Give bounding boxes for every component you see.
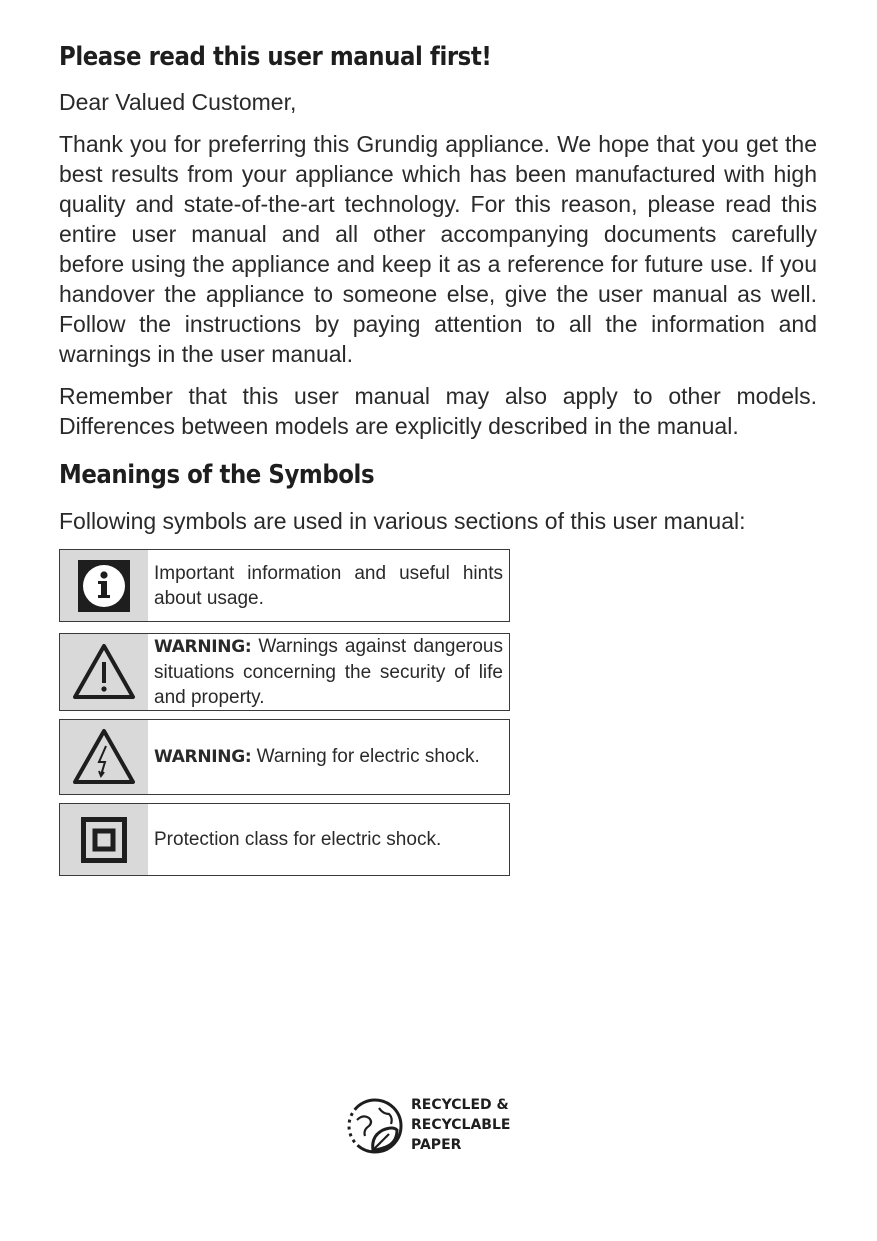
warning-triangle-icon [60, 634, 148, 710]
symbols-heading: Meanings of the Symbols [59, 460, 375, 490]
symbol-text: Warnings against dangerous situations concerning the security of life and property. [154, 636, 503, 708]
electric-shock-icon [60, 720, 148, 794]
recycle-line-1: RECYCLED & [411, 1097, 509, 1113]
intro-paragraph: Thank you for preferring this Grundig appliance. We hope that you get the best results from your appliance which has been manufactured with high quality and state-of-the-art technology. For this reason, please read this entire user manual and all other accompanying documents carefully before using the appliance and keep it as a reference for future use. If you handover the appliance to someone else, give the user manual as well. Follow the instructions by paying attention to all the information and warnings in the user manual. [59, 131, 817, 367]
symbol-row-protection-class [59, 803, 510, 876]
remember-paragraph: Remember that this user manual may also apply to other models. Differences between models are explicitly described in the manual. [59, 383, 817, 439]
warning-label: WARNING: [154, 637, 252, 657]
warning-label: WARNING: [154, 747, 252, 767]
symbol-text: Protection class for electric shock. [154, 829, 442, 850]
protection-class-icon [60, 804, 148, 875]
symbol-text: Warning for electric shock. [251, 746, 480, 767]
symbol-text: Important information and useful hints about usage. [154, 562, 503, 609]
symbol-row-warning [59, 633, 510, 711]
symbols-intro: Following symbols are used in various sections of this user manual: [59, 508, 746, 534]
symbol-row-electric-shock [59, 719, 510, 795]
recycle-globe-icon [343, 1092, 407, 1158]
recycle-line-3: PAPER [411, 1137, 462, 1153]
page-title: Please read this user manual first! [59, 42, 492, 72]
greeting-text: Dear Valued Customer, [59, 89, 297, 115]
recycled-paper-logo [343, 1090, 513, 1160]
recycle-line-2: RECYCLABLE [411, 1117, 511, 1133]
info-icon [60, 550, 148, 621]
symbol-row-info [59, 549, 510, 622]
